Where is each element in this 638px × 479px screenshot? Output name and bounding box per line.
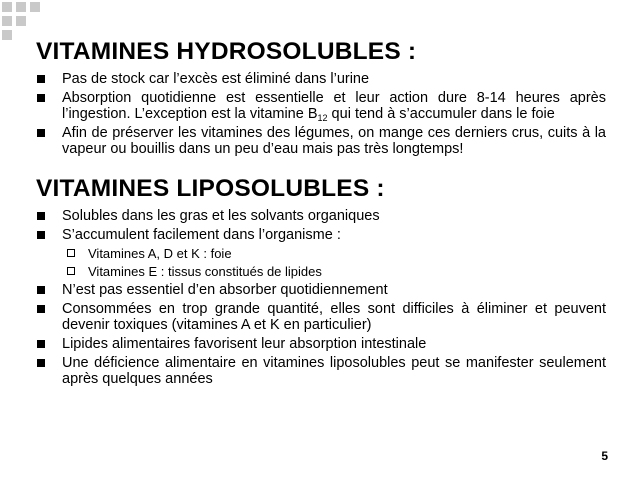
list-item [36,282,606,298]
square-bullet-icon [37,231,45,239]
square-bullet-icon [37,212,45,220]
sub-bullet-text: Vitamines A, D et K : foie [88,246,232,261]
list-item [36,125,606,157]
deco-square [2,2,12,12]
bullet-text: Une déficience alimentaire en vitamines liposolubles peut se manifester seulement après quelques années [62,355,606,387]
hollow-square-bullet-icon [67,267,75,275]
bullet-text: Absorption quotidienne est essentielle et leur action dure 8-14 heures après l’ingestion. L’exception est la vitamine B [62,90,606,122]
deco-square [16,2,26,12]
bullet-text: N’est pas essentiel d’en absorber quotidiennement [62,282,388,298]
deco-square [2,30,12,40]
list-item [36,336,606,352]
bullet-list-hydrosolubles [36,71,606,157]
section-title-liposolubles: VITAMINES LIPOSOLUBLES : [36,175,385,202]
slide-content [36,36,606,387]
bullet-text: S’accumulent facilement dans l’organisme : [62,227,341,243]
square-bullet-icon [37,340,45,348]
page-number: 5 [601,449,608,463]
list-item [36,355,606,387]
square-bullet-icon [37,359,45,367]
bullet-text: Afin de préserver les vitamines des légumes, on mange ces derniers crus, cuits à la vapeur ou bouillis dans un peu d’eau mais pas très longtemps! [62,125,606,157]
sub-list-item [36,264,606,279]
bullet-list-liposolubles [36,208,606,387]
bullet-text: Lipides alimentaires favorisent leur absorption intestinale [62,336,427,352]
square-bullet-icon [37,75,45,83]
sub-list-item [36,246,606,261]
list-item [36,90,606,122]
bullet-text: Consommées en trop grande quantité, elles sont difficiles à éliminer et peuvent devenir toxiques (vitamines A et K en particulier) [62,301,606,333]
bullet-text: qui tend à s’accumuler dans le foie [327,106,555,122]
subscript-text: 12 [317,113,328,123]
hollow-square-bullet-icon [67,249,75,257]
square-bullet-icon [37,129,45,137]
square-bullet-icon [37,305,45,313]
list-item [36,208,606,224]
section-title-hydrosolubles: VITAMINES HYDROSOLUBLES : [36,38,417,65]
deco-square [30,2,40,12]
sub-bullet-text: Vitamines E : tissus constitués de lipides [88,264,322,279]
bullet-text: Pas de stock car l’excès est éliminé dans l’urine [62,71,370,87]
square-bullet-icon [37,94,45,102]
bullet-text: Solubles dans les gras et les solvants organiques [62,208,380,224]
list-item [36,301,606,333]
list-item [36,227,606,243]
deco-square [16,16,26,26]
deco-square [2,16,12,26]
list-item [36,71,606,87]
square-bullet-icon [37,286,45,294]
